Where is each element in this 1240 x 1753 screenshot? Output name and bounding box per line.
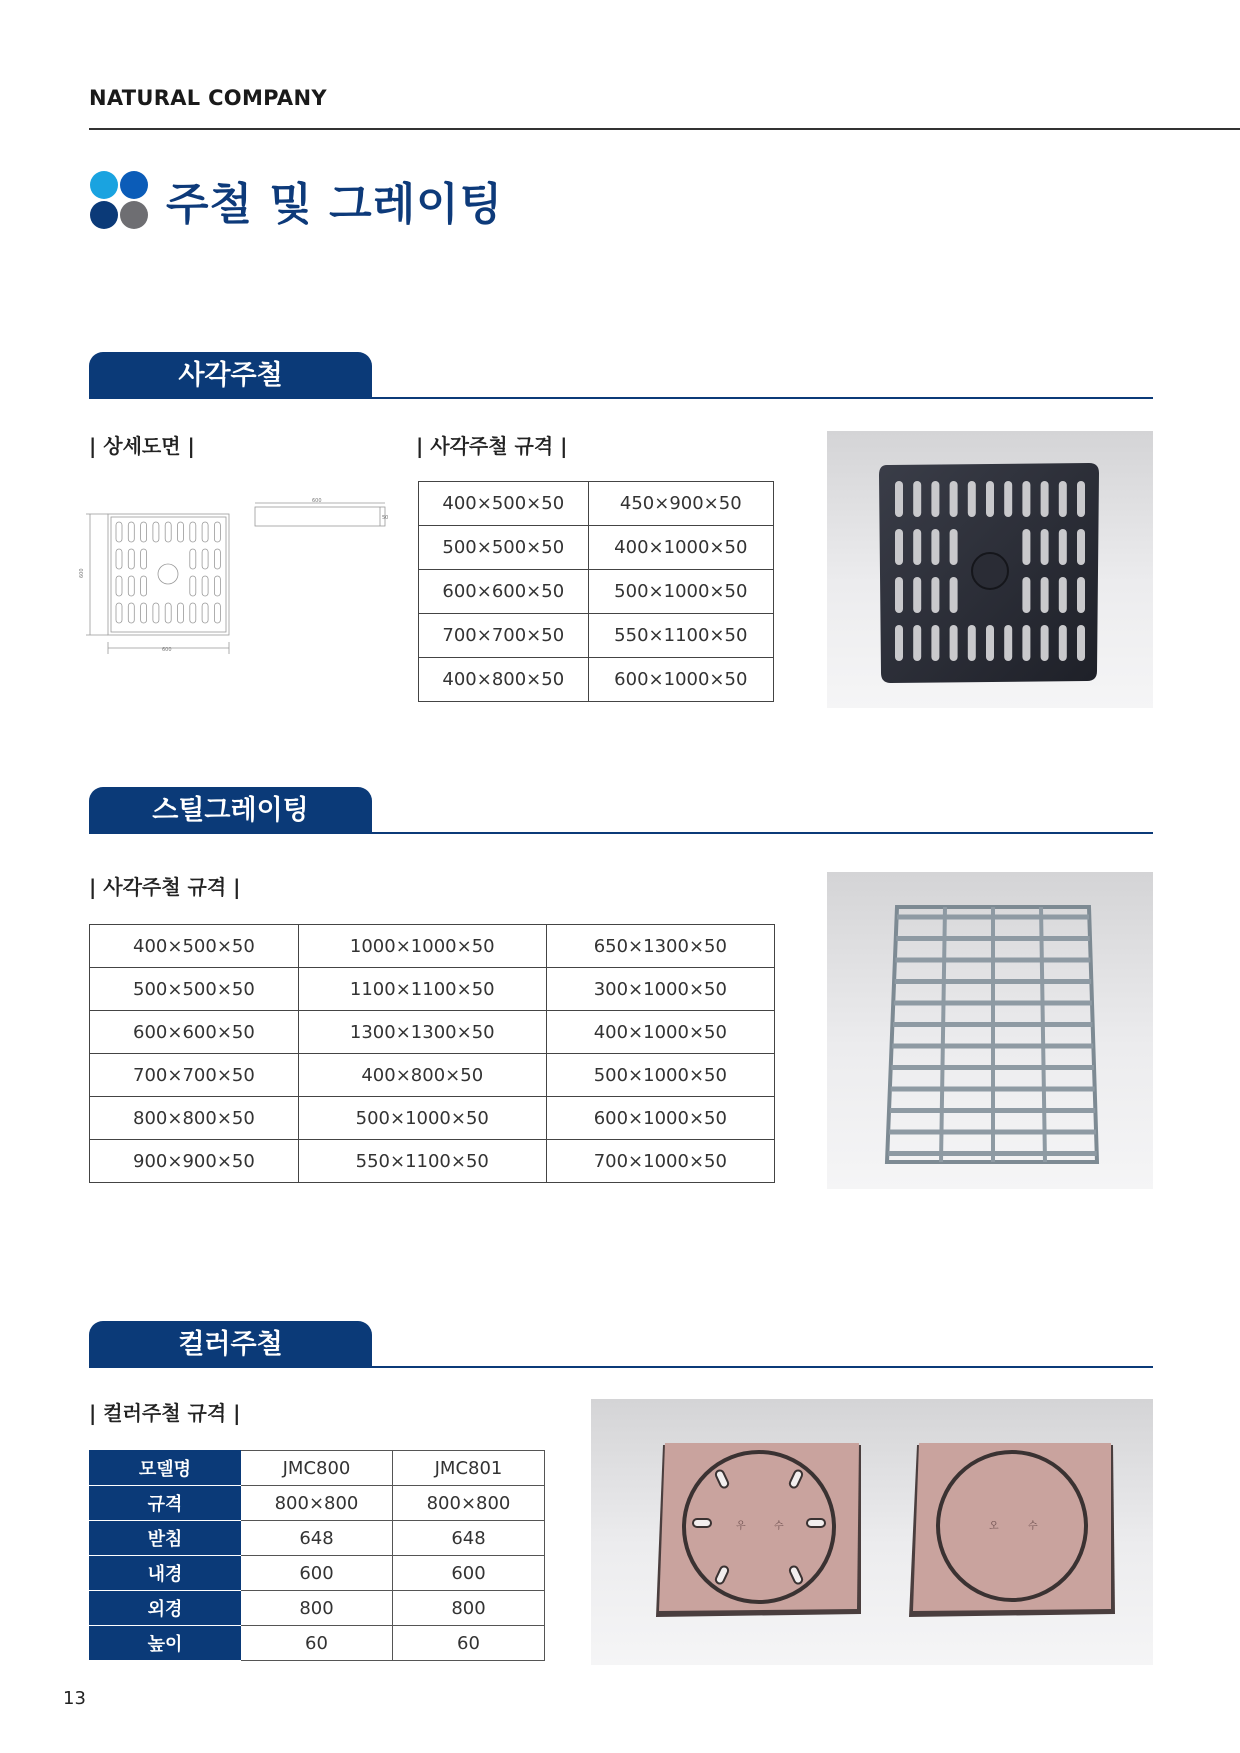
company-name: NATURAL COMPANY (89, 86, 327, 110)
table-row (90, 1011, 775, 1054)
table-row (419, 526, 774, 570)
logo-circle-bottom-left (90, 201, 118, 229)
table-cell: 600×600×50 (419, 570, 589, 614)
table-cell: 550×1100×50 (588, 614, 773, 658)
table-cell: 400×800×50 (419, 658, 589, 702)
table-row (90, 1556, 545, 1591)
spec-label: | 사각주철 규격 | (89, 875, 241, 899)
drawing-dim-height: 600 (79, 568, 85, 578)
table-cell: 700×1000×50 (546, 1140, 774, 1183)
cover-text-left-1: 우 (736, 1521, 746, 1532)
steel-grating-photo (827, 872, 1153, 1189)
color-cast-iron-image (591, 1399, 1153, 1665)
drawing-dim-width: 600 (162, 647, 172, 653)
row-header: 받침 (90, 1521, 241, 1556)
steel-grating-image (827, 872, 1153, 1189)
table-cell: 700×700×50 (90, 1054, 299, 1097)
table-row (419, 614, 774, 658)
square-cast-iron-spec-table (418, 481, 774, 702)
table-row (90, 1626, 545, 1661)
table-cell: 500×500×50 (90, 968, 299, 1011)
section-tab-color-cast-iron: 컬러주철 (89, 1321, 372, 1368)
table-cell: 1300×1300×50 (298, 1011, 546, 1054)
table-row (419, 570, 774, 614)
logo-circle-top-left (90, 171, 118, 199)
color-cast-iron-photo (591, 1399, 1153, 1665)
cover-text-right-1: 오 (989, 1521, 999, 1532)
table-cell: 800 (241, 1591, 393, 1626)
table-cell: 600×600×50 (90, 1011, 299, 1054)
table-row (419, 482, 774, 526)
technical-drawing (80, 498, 390, 658)
steel-grating-spec-table (89, 924, 775, 1183)
section-divider (372, 832, 1153, 834)
section-tab-steel-grating: 스틸그레이팅 (89, 787, 372, 834)
table-cell: 800 (393, 1591, 545, 1626)
table-cell: 600 (241, 1556, 393, 1591)
table-cell: 650×1300×50 (546, 925, 774, 968)
square-cast-iron-photo (827, 431, 1153, 708)
cast-iron-grate-image (827, 431, 1153, 708)
header-divider (89, 128, 1240, 130)
table-cell: 400×500×50 (419, 482, 589, 526)
row-header: 내경 (90, 1556, 241, 1591)
table-cell: 500×1000×50 (546, 1054, 774, 1097)
table-cell: 450×900×50 (588, 482, 773, 526)
page-number: 13 (63, 1688, 86, 1709)
section-divider (372, 397, 1153, 399)
table-row (90, 1140, 775, 1183)
spec-label: | 컬러주철 규격 | (89, 1401, 241, 1425)
page-title: 주철 및 그레이팅 (166, 179, 504, 230)
table-cell: 648 (241, 1521, 393, 1556)
brand-logo (89, 170, 149, 230)
table-cell: 400×1000×50 (588, 526, 773, 570)
table-row (90, 1451, 545, 1486)
table-cell: 400×1000×50 (546, 1011, 774, 1054)
table-row (90, 925, 775, 968)
table-row (90, 968, 775, 1011)
table-cell: 1000×1000×50 (298, 925, 546, 968)
logo-circle-bottom-right (120, 201, 148, 229)
row-header: 모델명 (90, 1451, 241, 1486)
table-row (90, 1591, 545, 1626)
table-cell: 400×800×50 (298, 1054, 546, 1097)
table-cell: 500×500×50 (419, 526, 589, 570)
table-cell: 500×1000×50 (298, 1097, 546, 1140)
table-cell: 1100×1100×50 (298, 968, 546, 1011)
row-header: 규격 (90, 1486, 241, 1521)
drawing-dim-side-length: 600 (312, 498, 322, 504)
row-header: 높이 (90, 1626, 241, 1661)
table-row (419, 658, 774, 702)
table-row (90, 1097, 775, 1140)
table-cell: 800×800 (393, 1486, 545, 1521)
table-cell: 600×1000×50 (546, 1097, 774, 1140)
section-tab-square-cast-iron: 사각주철 (89, 352, 372, 399)
table-cell: 300×1000×50 (546, 968, 774, 1011)
table-cell: 550×1100×50 (298, 1140, 546, 1183)
spec-label: | 사각주철 규격 | (416, 434, 568, 458)
table-cell: 648 (393, 1521, 545, 1556)
drawing-dim-thickness: 50 (382, 515, 389, 521)
table-row (90, 1521, 545, 1556)
table-cell: 400×500×50 (90, 925, 299, 968)
table-cell: 600×1000×50 (588, 658, 773, 702)
table-cell: JMC801 (393, 1451, 545, 1486)
table-cell: 900×900×50 (90, 1140, 299, 1183)
color-cast-iron-spec-table (89, 1450, 545, 1661)
table-cell: 500×1000×50 (588, 570, 773, 614)
drawing-label: | 상세도면 | (89, 434, 195, 458)
table-cell: 800×800×50 (90, 1097, 299, 1140)
table-cell: 600 (393, 1556, 545, 1591)
row-header: 외경 (90, 1591, 241, 1626)
table-cell: 800×800 (241, 1486, 393, 1521)
table-cell: 60 (393, 1626, 545, 1661)
logo-circle-top-right (120, 171, 148, 199)
table-cell: 60 (241, 1626, 393, 1661)
table-row (90, 1486, 545, 1521)
section-divider (372, 1366, 1153, 1368)
table-cell: JMC800 (241, 1451, 393, 1486)
cover-text-right-2: 수 (1028, 1521, 1038, 1532)
table-row (90, 1054, 775, 1097)
table-cell: 700×700×50 (419, 614, 589, 658)
cover-text-left-2: 수 (774, 1521, 784, 1532)
